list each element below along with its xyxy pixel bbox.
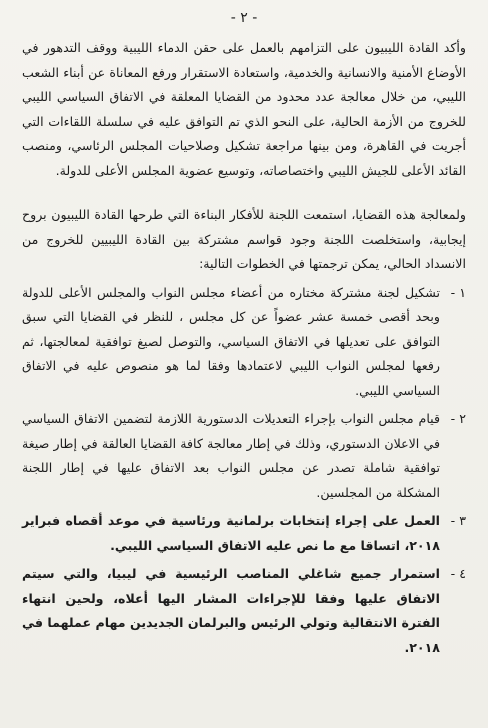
paragraph-committee-findings: ولمعالجة هذه القضايا، استمعت اللجنة للأفكار البناءة التي طرحها القادة الليبيون بروح إيجابية، واستخلصت اللجنة وجود قواسم مشتركة بين القادة الليبيين للخروج من الانسداد الحالي، يمكن ترجمتها في الخطوات التالية:	[22, 207, 466, 271]
paragraph-leaders-commitment: وأكد القادة الليبيون على التزامهم بالعمل على حقن الدماء الليبية ووقف التدهور في الأوضاع الأمنية والانسانية والخدمية، واستعادة الاستقرار ورفع المعاناة عن أبناء الشعب الليبي، من خلال معالجة عدد محدود من القضايا المعلقة في الاتفاق السياسي الليبي للخروج من الأزمة الحالية، على النحو الذي تم التوافق عليه في سلسلة اللقاءات التي أجريت في القاهرة، ومن بينها مراجعة تشكيل وصلاحيات المجلس الرئاسي، ومنصب القائد الأعلى للجيش الليبي واختصاصاته، وتوسيع عضوية المجلس الأعلى للدولة.	[22, 40, 466, 178]
step-text: تشكيل لجنة مشتركة مختاره من أعضاء مجلس النواب والمجلس الأعلى للدولة وبحد أقصى خمسة عشر عضواً عن كل مجلس ، للنظر في القضايا التي سبق التوافق على تعديلها في الاتفاق السياسي، والتوصل لصيغ توافقية لمعالجتها، ثم رفعها لمجلس النواب الليبي لاعتمادها وفقا لما هو منصوص عليه في الاتفاق السياسي الليبي.	[22, 284, 440, 398]
page-number: - ٢ -	[230, 10, 258, 26]
step-number: ٣ -	[450, 513, 466, 528]
step-item-1	[22, 281, 466, 404]
step-item-3	[22, 509, 466, 558]
step-number: ٤ -	[450, 566, 466, 581]
steps-list	[22, 281, 466, 661]
step-text: استمرار جميع شاغلي المناصب الرئيسية في ليبيا، والتي سيتم الاتفاق عليها وفقا للإجراءات المشار اليها أعلاه، ولحين انتهاء الفترة الانتقالية وتولي الرئيس والبرلمان الجديدين مهام عملهما في ٢٠١٨.	[22, 566, 440, 655]
step-text: العمل على إجراء إنتخابات برلمانية ورئاسية في موعد أقصاه فبراير ٢٠١٨، اتساقا مع ما نص عليه الاتفاق السياسي الليبي.	[22, 513, 440, 553]
step-number: ١ -	[450, 284, 466, 300]
step-text: قيام مجلس النواب بإجراء التعديلات الدستورية اللازمة لتضمين الاتفاق السياسي في الاعلان الدستوري، وذلك في إطار معالجة كافة القضايا العالقة في إطار صيغة توافقية شاملة تصدر عن مجلس النواب بعد الاتفاق عليها في إطار اللجنة المشكلة من المجلسين.	[22, 411, 440, 500]
step-item-2	[22, 407, 466, 505]
step-number: ٢ -	[450, 411, 466, 426]
step-item-4	[22, 562, 466, 660]
